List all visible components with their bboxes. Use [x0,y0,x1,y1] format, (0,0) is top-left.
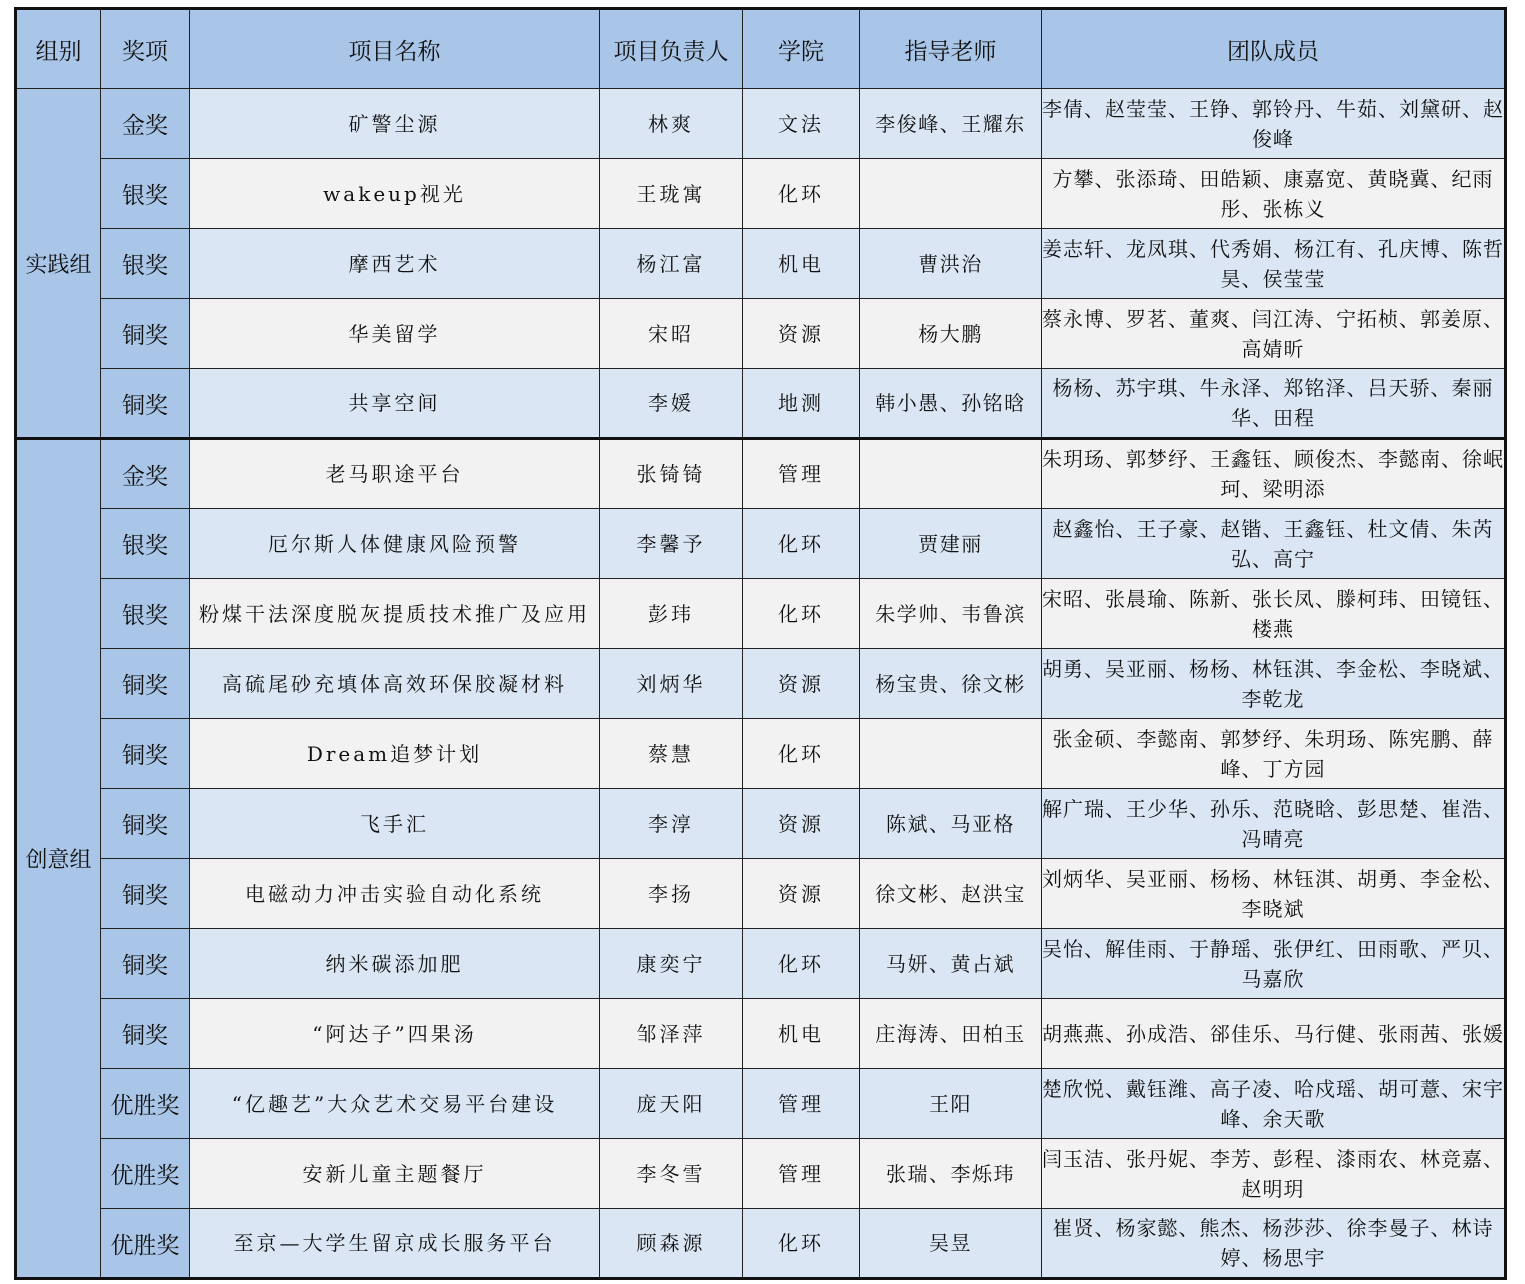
project-name-cell: 纳米碳添加肥 [190,929,600,999]
award-cell: 优胜奖 [101,1069,190,1139]
leader-cell: 顾森源 [600,1209,743,1279]
college-cell: 化环 [743,579,860,649]
project-name-cell: 摩西艺术 [190,229,600,299]
advisor-cell: 陈斌、马亚格 [860,789,1042,859]
awards-table [14,7,1507,1280]
college-cell: 资源 [743,649,860,719]
award-cell: 银奖 [101,579,190,649]
leader-cell: 彭玮 [600,579,743,649]
header-award: 奖项 [101,9,190,89]
project-name-cell: 安新儿童主题餐厅 [190,1139,600,1209]
award-cell: 铜奖 [101,859,190,929]
project-name-cell: “阿达子”四果汤 [190,999,600,1069]
college-cell: 机电 [743,229,860,299]
table-row [16,159,1506,229]
leader-cell: 林爽 [600,89,743,159]
members-cell: 方攀、张添琦、田皓颖、康嘉宽、黄晓冀、纪雨彤、张栋义 [1042,159,1506,229]
members-cell: 杨杨、苏宇琪、牛永泽、郑铭泽、吕天骄、秦丽华、田程 [1042,369,1506,439]
header-group: 组别 [16,9,101,89]
header-leader: 项目负责人 [600,9,743,89]
advisor-cell: 徐文彬、赵洪宝 [860,859,1042,929]
header-college: 学院 [743,9,860,89]
advisor-cell: 李俊峰、王耀东 [860,89,1042,159]
members-cell: 李倩、赵莹莹、王铮、郭铃丹、牛茹、刘黛研、赵俊峰 [1042,89,1506,159]
advisor-cell: 杨宝贵、徐文彬 [860,649,1042,719]
college-cell: 管理 [743,1069,860,1139]
advisor-cell: 王阳 [860,1069,1042,1139]
leader-cell: 蔡慧 [600,719,743,789]
table-row [16,649,1506,719]
table-row [16,789,1506,859]
college-cell: 管理 [743,1139,860,1209]
award-cell: 银奖 [101,159,190,229]
table-row [16,1209,1506,1279]
college-cell: 地测 [743,369,860,439]
members-cell: 蔡永博、罗茗、董爽、闫江涛、宁拓桢、郭姜原、高婧昕 [1042,299,1506,369]
leader-cell: 李媛 [600,369,743,439]
table-row [16,369,1506,439]
award-cell: 铜奖 [101,299,190,369]
leader-cell: 康奕宁 [600,929,743,999]
college-cell: 资源 [743,299,860,369]
table-row [16,89,1506,159]
award-cell: 银奖 [101,229,190,299]
award-cell: 金奖 [101,89,190,159]
college-cell: 资源 [743,859,860,929]
project-name-cell: 矿警尘源 [190,89,600,159]
college-cell: 化环 [743,929,860,999]
college-cell: 文法 [743,89,860,159]
leader-cell: 刘炳华 [600,649,743,719]
table-row [16,999,1506,1069]
header-advisor: 指导老师 [860,9,1042,89]
award-cell: 铜奖 [101,999,190,1069]
advisor-cell: 杨大鹏 [860,299,1042,369]
award-cell: 铜奖 [101,789,190,859]
advisor-cell: 韩小愚、孙铭晗 [860,369,1042,439]
college-cell: 化环 [743,1209,860,1279]
college-cell: 化环 [743,159,860,229]
college-cell: 化环 [743,509,860,579]
award-cell: 金奖 [101,439,190,509]
leader-cell: 李淳 [600,789,743,859]
advisor-cell [860,719,1042,789]
project-name-cell: 华美留学 [190,299,600,369]
leader-cell: 李馨予 [600,509,743,579]
award-cell: 优胜奖 [101,1139,190,1209]
college-cell: 化环 [743,719,860,789]
members-cell: 崔贤、杨家懿、熊杰、杨莎莎、徐李曼子、林诗婷、杨思宇 [1042,1209,1506,1279]
advisor-cell [860,159,1042,229]
table-body [16,89,1506,1279]
members-cell: 胡勇、吴亚丽、杨杨、林钰淇、李金松、李晓斌、李乾龙 [1042,649,1506,719]
members-cell: 张金硕、李懿南、郭梦纾、朱玥玚、陈宪鹏、薛峰、丁方园 [1042,719,1506,789]
header-project: 项目名称 [190,9,600,89]
table-row [16,229,1506,299]
advisor-cell: 吴昱 [860,1209,1042,1279]
members-cell: 闫玉洁、张丹妮、李芳、彭程、漆雨农、林竞嘉、赵明玥 [1042,1139,1506,1209]
table-row [16,299,1506,369]
college-cell: 机电 [743,999,860,1069]
project-name-cell: 老马职途平台 [190,439,600,509]
award-cell: 铜奖 [101,369,190,439]
advisor-cell: 马妍、黄占斌 [860,929,1042,999]
table-row [16,1139,1506,1209]
leader-cell: 王珑寓 [600,159,743,229]
leader-cell: 李冬雪 [600,1139,743,1209]
members-cell: 刘炳华、吴亚丽、杨杨、林钰淇、胡勇、李金松、李晓斌 [1042,859,1506,929]
members-cell: 朱玥玚、郭梦纾、王鑫钰、顾俊杰、李懿南、徐岷珂、梁明添 [1042,439,1506,509]
members-cell: 吴怡、解佳雨、于静瑶、张伊红、田雨歌、严贝、马嘉欣 [1042,929,1506,999]
table-row [16,719,1506,789]
leader-cell: 李扬 [600,859,743,929]
project-name-cell: 电磁动力冲击实验自动化系统 [190,859,600,929]
advisor-cell: 庄海涛、田柏玉 [860,999,1042,1069]
advisor-cell: 贾建丽 [860,509,1042,579]
advisor-cell: 朱学帅、韦鲁滨 [860,579,1042,649]
advisor-cell: 张瑞、李烁玮 [860,1139,1042,1209]
college-cell: 资源 [743,789,860,859]
project-name-cell: 飞手汇 [190,789,600,859]
table-row [16,859,1506,929]
leader-cell: 杨江富 [600,229,743,299]
leader-cell: 邹泽萍 [600,999,743,1069]
table-row [16,1069,1506,1139]
group-name-cell: 创意组 [16,439,101,1279]
table-row [16,929,1506,999]
project-name-cell: 高硫尾砂充填体高效环保胶凝材料 [190,649,600,719]
award-cell: 银奖 [101,509,190,579]
project-name-cell: 厄尔斯人体健康风险预警 [190,509,600,579]
leader-cell: 张锜锜 [600,439,743,509]
leader-cell: 宋昭 [600,299,743,369]
group-name-cell: 实践组 [16,89,101,439]
table-row [16,579,1506,649]
project-name-cell: “亿趣艺”大众艺术交易平台建设 [190,1069,600,1139]
table-row [16,509,1506,579]
advisor-cell [860,439,1042,509]
members-cell: 楚欣悦、戴钰潍、高子凌、哈戍瑶、胡可薏、宋宇峰、余天歌 [1042,1069,1506,1139]
project-name-cell: 至京—大学生留京成长服务平台 [190,1209,600,1279]
award-cell: 优胜奖 [101,1209,190,1279]
members-cell: 宋昭、张晨瑜、陈新、张长凤、滕柯玮、田镜钰、楼燕 [1042,579,1506,649]
college-cell: 管理 [743,439,860,509]
members-cell: 解广瑞、王少华、孙乐、范晓晗、彭思楚、崔浩、冯晴亮 [1042,789,1506,859]
award-cell: 铜奖 [101,929,190,999]
leader-cell: 庞天阳 [600,1069,743,1139]
award-cell: 铜奖 [101,719,190,789]
members-cell: 赵鑫怡、王子豪、赵锴、王鑫钰、杜文倩、朱芮弘、高宁 [1042,509,1506,579]
table-row [16,439,1506,509]
members-cell: 胡燕燕、孙成浩、郤佳乐、马行健、张雨茜、张媛 [1042,999,1506,1069]
award-cell: 铜奖 [101,649,190,719]
project-name-cell: Dream追梦计划 [190,719,600,789]
project-name-cell: 共享空间 [190,369,600,439]
members-cell: 姜志轩、龙凤琪、代秀娟、杨江有、孔庆博、陈哲昊、侯莹莹 [1042,229,1506,299]
advisor-cell: 曹洪治 [860,229,1042,299]
project-name-cell: wakeup视光 [190,159,600,229]
header-row [16,9,1506,89]
project-name-cell: 粉煤干法深度脱灰提质技术推广及应用 [190,579,600,649]
header-members: 团队成员 [1042,9,1506,89]
